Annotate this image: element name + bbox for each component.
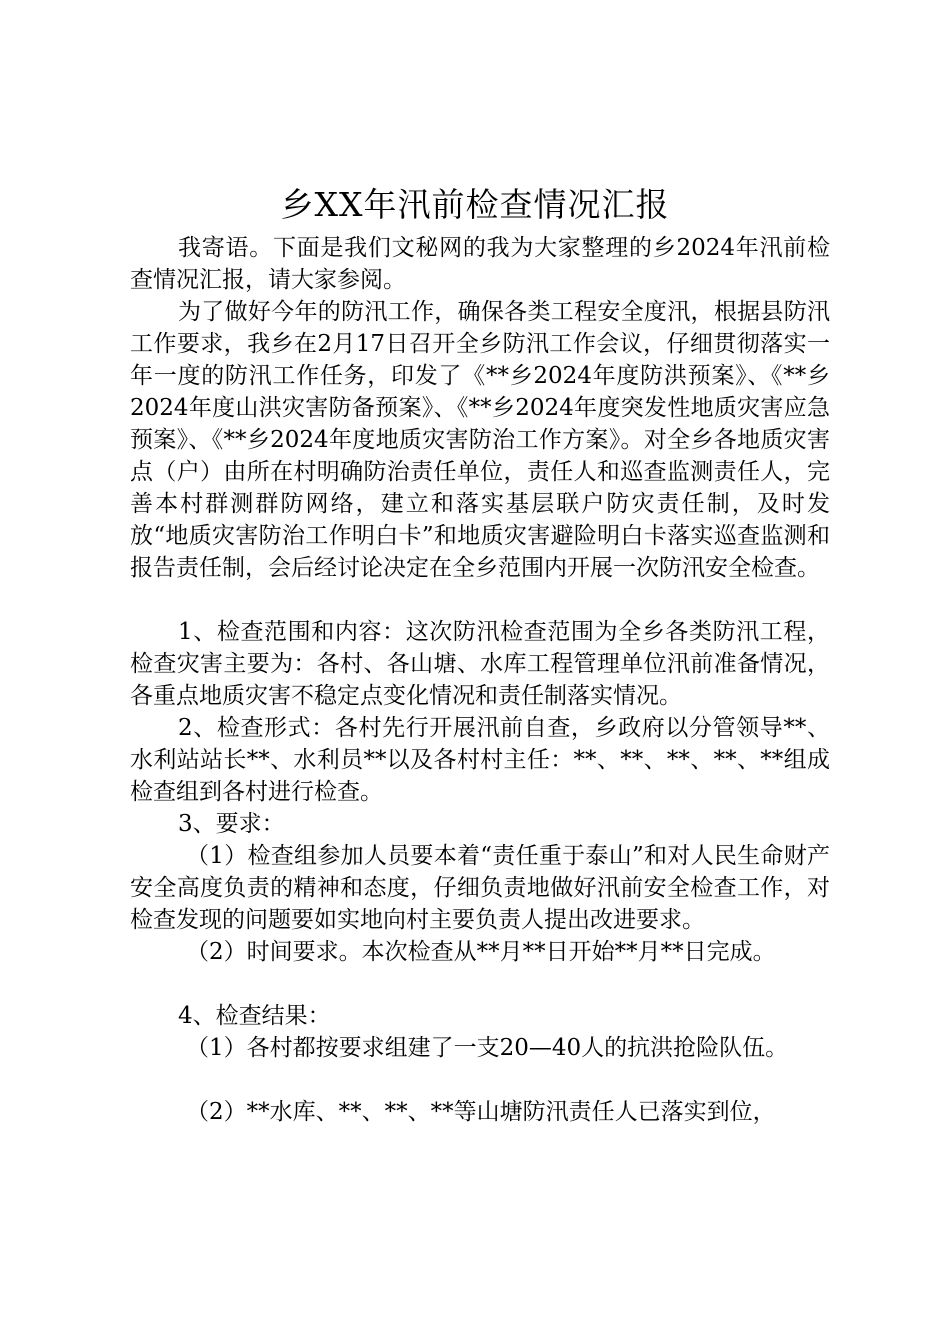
paragraph-gap: [130, 584, 830, 616]
paragraph-gap: [130, 1064, 830, 1096]
document-body: [130, 232, 830, 1128]
paragraph-item-4-1: （1）各村都按要求组建了一支20—40人的抗洪抢险队伍。: [186, 1035, 789, 1061]
paragraph-item-3-1: （1）检查组参加人员要本着“责任重于泰山”和对人民生命财产安全高度负责的精神和态度，仔细负责地做好汛前安全检查工作，对检查发现的问题要如实地向村主要负责人提出改进要求。: [130, 843, 830, 933]
paragraph-gap: [130, 968, 830, 1000]
paragraph-intro: 我寄语。下面是我们文秘网的我为大家整理的乡2024年汛前检查情况汇报，请大家参阅。: [130, 235, 830, 293]
paragraph-item-4: 4、检查结果：: [178, 1003, 331, 1029]
paragraph-item-4-2: （2）**水库、**、**、**等山塘防汛责任人已落实到位，: [186, 1099, 776, 1125]
paragraph-item-2: 2、检查形式：各村先行开展汛前自查，乡政府以分管领导**、水利站站长**、水利员**以及各村村主任：**、**、**、**、**组成检查组到各村进行检查。: [130, 715, 830, 805]
paragraph-background: 为了做好今年的防汛工作，确保各类工程安全度汛，根据县防汛工作要求，我乡在2月17日召开全乡防汛工作会议，仔细贯彻落实一年一度的防汛工作任务，印发了《**乡2024年度防洪预案》、《**乡2024年度山洪灾害防备预案》、《**乡2024年度突发性地质灾害应急预案》、《**乡2024年度地质灾害防治工作方案》。对全乡各地质灾害点（户）由所在村明确防治责任单位，责任人和巡查监测责任人，完善本村群测群防网络，建立和落实基层联户防灾责任制，及时发放“地质灾害防治工作明白卡”和地质灾害避险明白卡落实巡查监测和报告责任制，会后经讨论决定在全乡范围内开展一次防汛安全检查。: [130, 299, 830, 581]
page-title: 乡XX年汛前检查情况汇报: [280, 185, 670, 224]
paragraph-item-1: 1、检查范围和内容：这次防汛检查范围为全乡各类防汛工程，检查灾害主要为：各村、各山塘、水库工程管理单位汛前准备情况，各重点地质灾害不稳定点变化情况和责任制落实情况。: [130, 619, 830, 709]
paragraph-item-3: 3、要求：: [178, 811, 285, 837]
paragraph-item-3-2: （2）时间要求。本次检查从**月**日开始**月**日完成。: [186, 939, 776, 965]
